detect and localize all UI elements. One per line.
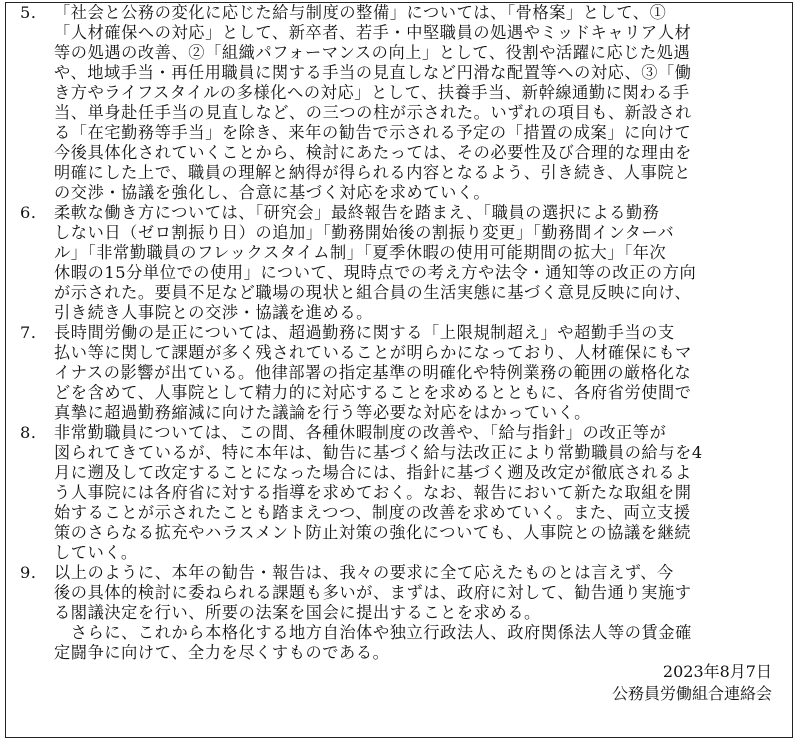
text-line: き方やライフスタイルの多様化への対応」として、扶養手当、新幹線通勤に関わる手 [54,83,690,102]
section-number: 8． [20,423,48,442]
text-line: 策のさらなる拡充やハラスメント防止対策の強化についても、人事院との協議を継続 [54,523,692,542]
text-line: しない日（ゼロ割振り日）の追加」「勤務開始後の割振り変更」「勤務間インターバ [54,223,675,242]
text-line: る「在宅勤務等手当」を除き、来年の勧告で示される予定の「措置の成案」に向けて [54,123,692,142]
text-line: どを含めて、人事院として精力的に対応することを求めるとともに、各府省労使間で [54,383,692,402]
section-number: 6． [20,203,48,222]
text-line: や、地域手当・再任用職員に関する手当の見直しなど円滑な配置等への対応、③「働 [54,63,692,82]
text-line: 「人材確保への対応」として、新卒者、若手・中堅職員の処遇やミッドキャリア人材 [54,23,692,42]
text-line: ル」「非常勤職員のフレックスタイム制」「夏季休暇の使用可能期間の拡大」「年次 [54,243,667,262]
text-line: 柔軟な働き方については、「研究会」最終報告を踏まえ、「職員の選択による勤務 [54,203,660,222]
text-line: 長時間労働の是正については、超過勤務に関する「上限規制超え」や超勤手当の支 [54,323,675,342]
text-line: 定闘争に向けて、全力を尽くすものである。 [54,643,390,662]
text-line: 払い等に関して課題が多く残されていることが明らかになっており、人材確保にもマ [54,343,692,362]
text-line: 引き続き人事院との交渉・協議を進める。 [54,303,373,322]
text-line: 図られてきているが、特に本年は、勧告に基づく給与法改正により常勤職員の給与を4 [54,443,703,462]
text-line: 明確にした上で、職員の理解と納得が得られる内容となるよう、引き続き、人事院と [54,163,691,182]
text-line: 真摯に超過勤務縮減に向けた議論を行う等必要な対応をはかっていく。 [54,403,591,422]
signature-organization: 公務員労働組合連絡会 [611,684,772,703]
text-line: 休暇の15分単位での使用」について、現時点での考え方や法令・通知等の改正の方向 [54,263,697,282]
text-line: 非常勤職員については、この間、各種休暇制度の改善や、「給与指針」の改正等が [54,423,667,442]
text-line: 「社会と公務の変化に応じた給与制度の整備」については、「骨格案」として、① [54,3,667,22]
text-line: 始することが示されたことも踏まえつつ、制度の改善を求めていく。また、両立支援 [54,503,691,522]
text-line: 月に遡及して改定することになった場合には、指針に基づく遡及改定が徹底されるよ [54,463,692,482]
statement-page [5,2,793,738]
text-line: の交渉・協議を強化し、合意に基づく対応を求めていく。 [54,183,491,202]
text-line: 当、単身赴任手当の見直しなど、の三つの柱が示された。いずれの項目も、新設され [54,103,692,122]
text-line: う人事院には各府省に対する指導を求めておく。なお、報告において新たな取組を開 [54,483,692,502]
text-line: 後の具体的検討に委ねられる課題も多いが、まずは、政府に対して、勧告通り実施す [54,583,692,602]
text-line: 今後具体化されていくことから、検討にあたっては、その必要性及び合理的な理由を [54,143,692,162]
section-number: 5． [20,3,48,22]
section-number: 9． [20,563,48,582]
text-line: さらに、これから本格化する地方自治体や独立行政法人、政府関係法人等の賃金確 [54,623,692,642]
text-line: イナスの影響が出ている。他律部署の指定基準の明確化や特例業務の範囲の厳格化な [54,363,692,382]
text-line: る閣議決定を行い、所要の法案を国会に提出することを求める。 [54,603,541,622]
text-line: が示された。要員不足など職場の現状と組合員の生活実態に基づく意見反映に向け、 [54,283,692,302]
text-line: していく。 [54,543,138,562]
text-line: 以上のように、本年の勧告・報告は、我々の要求に全て応えたものとは言えず、今 [54,563,674,582]
section-number: 7． [20,323,48,342]
text-line: 等の処遇の改善、②「組織パフォーマンスの向上」として、役割や活躍に応じた処遇 [54,43,691,62]
signature-date: 2023年8月7日 [662,662,772,681]
